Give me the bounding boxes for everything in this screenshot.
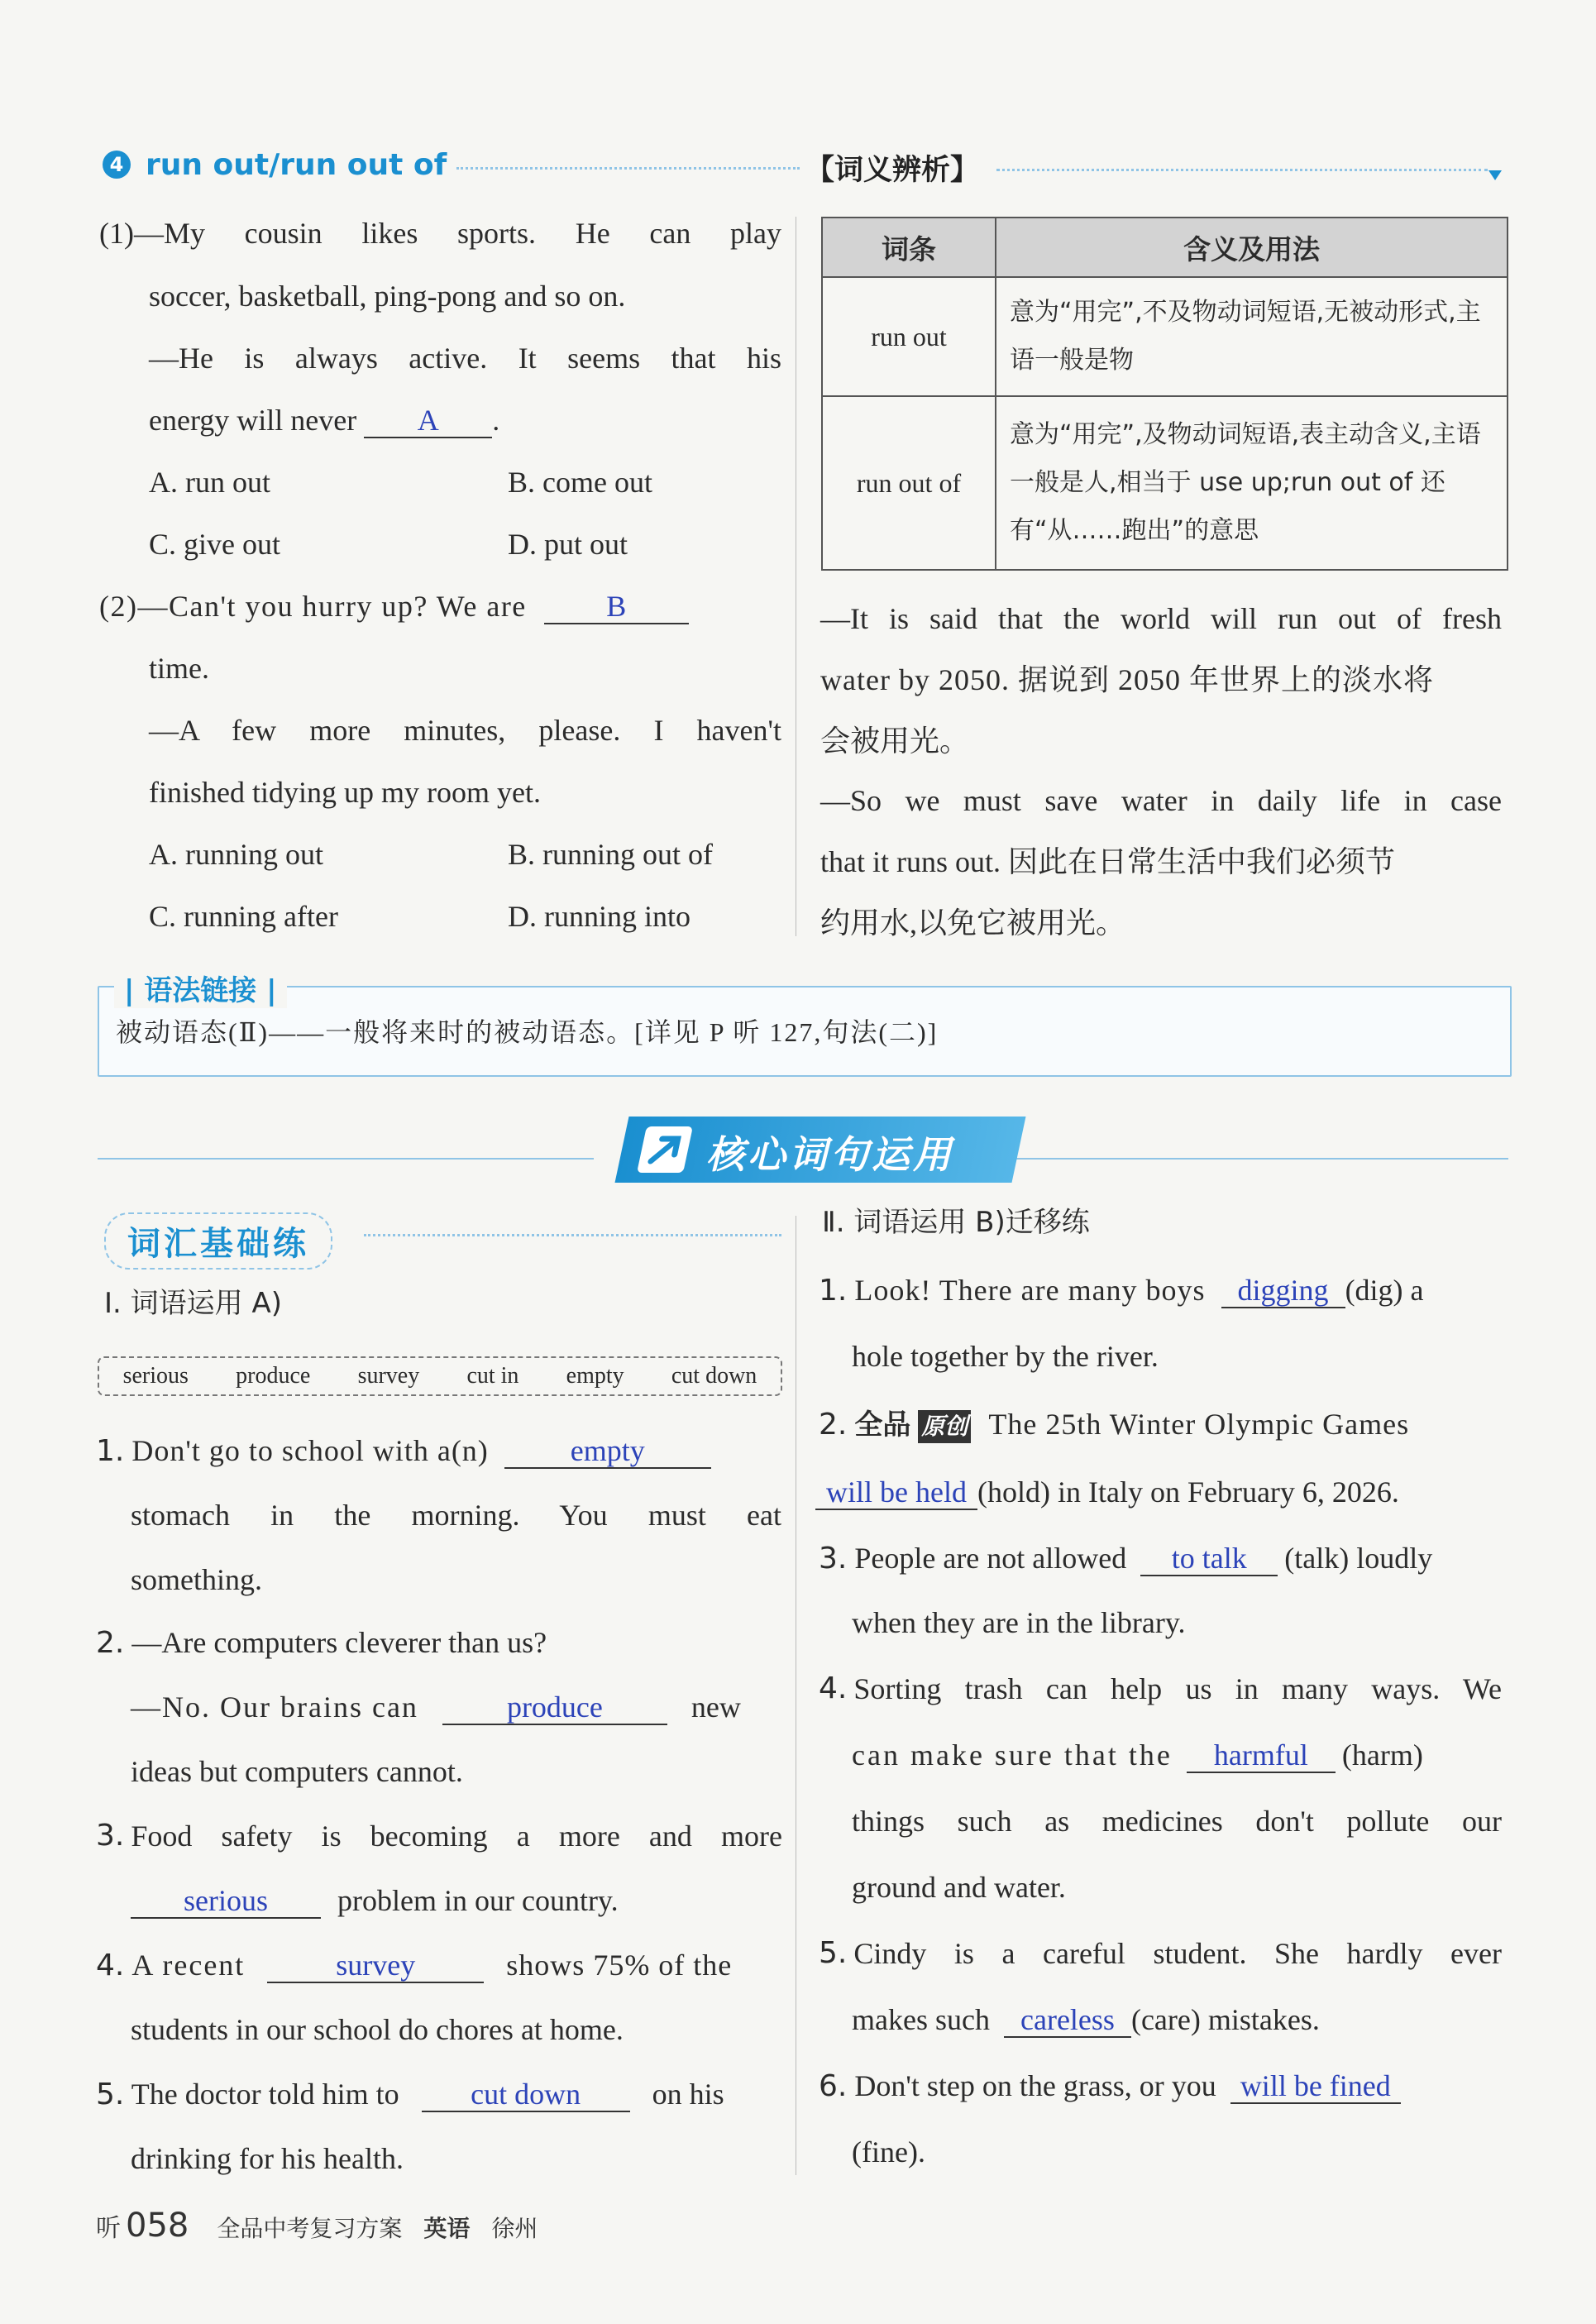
word: empty xyxy=(566,1363,624,1389)
example-line: that it runs out. 因此在日常生活中我们必须节 xyxy=(820,845,1395,878)
word: cut down xyxy=(671,1363,757,1389)
p1-item3 xyxy=(96,1820,782,1853)
item-text: makes such xyxy=(852,2003,990,2036)
q1-line4 xyxy=(149,404,499,438)
example-line xyxy=(820,602,1502,635)
item-text: The doctor told him to xyxy=(131,2078,399,2111)
example-line: 约用水,以免它被用光。 xyxy=(820,906,1126,940)
p1-item5 xyxy=(96,2078,724,2112)
item-text: shows 75% of the xyxy=(506,1949,733,1982)
p1-item5-line2: drinking for his health. xyxy=(131,2142,404,2175)
item-number: 4. xyxy=(819,1671,848,1705)
region: 徐州 xyxy=(491,2215,538,2242)
option-c: C. give out xyxy=(149,528,280,561)
grammar-link-title: | 语法链接 | xyxy=(114,968,287,1008)
item-text: (care) mistakes. xyxy=(1130,2003,1320,2036)
example-line: 会被用光。 xyxy=(820,724,970,758)
p2-item5-line2 xyxy=(852,2003,1320,2038)
answer-blank: careless xyxy=(1004,2005,1131,2038)
dotted-divider xyxy=(996,169,1488,171)
option-d: D. running into xyxy=(508,900,690,933)
table-meaning: 意为“用完”,及物动词短语,表主动含义,主语一般是人,相当于 use up;run out of 还有“从……跑出”的意思 xyxy=(996,396,1508,570)
p2-item3-line2: when they are in the library. xyxy=(852,1606,1186,1639)
item-text: problem in our country. xyxy=(337,1884,619,1917)
example-line: water by 2050. 据说到 2050 年世界上的淡水将 xyxy=(820,663,1434,696)
item-number: 2. xyxy=(819,1408,848,1442)
word: survey xyxy=(357,1363,420,1389)
answer-blank: B xyxy=(544,591,689,624)
example-text: —So we must save water in daily life in case xyxy=(820,784,1502,817)
brand-mark: 全品 xyxy=(854,1408,911,1442)
item-text: Don't go to school with a(n) xyxy=(131,1434,489,1467)
original-tag: 原创 xyxy=(918,1410,971,1443)
p2-item4 xyxy=(819,1672,1502,1705)
example-line xyxy=(820,784,1502,817)
item-text: Food safety is becoming a more and more xyxy=(131,1820,782,1853)
item-number: 3. xyxy=(819,1542,848,1576)
q1-line2: soccer, basketball, ping-pong and so on. xyxy=(149,280,626,313)
table-term: run out of xyxy=(822,396,996,570)
p1-item4-line2: students in our school do chores at home. xyxy=(131,2013,624,2046)
item-number: 5. xyxy=(96,2078,125,2111)
q1-text: —He is always active. It seems that his xyxy=(149,342,781,375)
item-text: Cindy is a careful student. She hardly ever xyxy=(853,1937,1502,1970)
option-a: A. run out xyxy=(149,466,270,499)
word-box xyxy=(98,1356,782,1396)
vocab-title: 词汇基础练 xyxy=(104,1212,332,1270)
banner-rule xyxy=(98,1158,594,1160)
table-header-term: 词条 xyxy=(822,218,996,277)
q1-text: energy will never xyxy=(149,404,357,437)
footer xyxy=(96,2207,538,2248)
q1-text: (1)—My cousin likes sports. He can play xyxy=(99,217,781,250)
q2-text: (2)—Can't you hurry up? We are xyxy=(99,590,527,623)
table-header-meaning: 含义及用法 xyxy=(996,218,1508,277)
item-number: 1. xyxy=(819,1274,848,1308)
q1-line3 xyxy=(149,342,781,375)
q1-line1 xyxy=(99,217,781,250)
item-number: 3. xyxy=(96,1819,125,1853)
banner-rule xyxy=(1009,1158,1508,1160)
arrow-icon xyxy=(637,1126,693,1173)
item-text: stomach in the morning. You must eat xyxy=(131,1499,781,1532)
answer-blank: cut down xyxy=(422,2079,630,2112)
triangle-icon xyxy=(1488,170,1502,180)
q2-line4: finished tidying up my room yet. xyxy=(149,776,541,809)
p2-item6 xyxy=(819,2069,1401,2104)
item-text: —No. Our brains can xyxy=(131,1690,418,1724)
word: serious xyxy=(122,1363,189,1389)
item-text: A recent xyxy=(131,1949,246,1982)
example-text: —It is said that the world will run out of fresh xyxy=(820,602,1502,635)
item-number: 4. xyxy=(96,1949,125,1982)
page-number: 058 xyxy=(126,2207,189,2245)
item-text: (dig) a xyxy=(1345,1274,1424,1307)
item-number: 2. xyxy=(96,1626,125,1660)
item-text: on his xyxy=(652,2078,724,2111)
p2-item2-line2 xyxy=(815,1475,1399,1510)
grammar-title-text: 语法链接 xyxy=(144,974,257,1007)
item-text: Don't step on the grass, or you xyxy=(854,2069,1216,2102)
option-b: B. running out of xyxy=(508,838,713,871)
p2-item6-line2: (fine). xyxy=(852,2135,925,2169)
p2-item4-line3 xyxy=(852,1805,1502,1838)
p1-item3-line2 xyxy=(131,1884,619,1919)
answer-blank: A xyxy=(364,405,492,438)
section-banner-title: 核心词句运用 xyxy=(706,1132,954,1177)
p1-item1 xyxy=(96,1434,711,1469)
item-text: People are not allowed xyxy=(854,1542,1127,1575)
answer-blank: produce xyxy=(442,1692,667,1725)
answer-blank: will be held xyxy=(815,1477,977,1510)
q2-text: —A few more minutes, please. I haven't xyxy=(149,714,781,747)
subject: 英语 xyxy=(423,2215,471,2242)
table-term: run out xyxy=(822,277,996,396)
dotted-divider xyxy=(364,1234,781,1236)
answer-blank: serious xyxy=(131,1886,321,1919)
answer-blank: will be fined xyxy=(1230,2071,1401,2104)
option-c: C. running after xyxy=(149,900,338,933)
q2-line1 xyxy=(99,590,689,624)
item-text: The 25th Winter Olympic Games xyxy=(988,1408,1410,1441)
p1-item1-line2 xyxy=(131,1499,781,1532)
word: produce xyxy=(236,1363,311,1389)
answer-blank: survey xyxy=(267,1950,484,1983)
q2-line2: time. xyxy=(149,652,209,685)
item-number: 1. xyxy=(96,1434,125,1468)
option-a: A. running out xyxy=(149,838,323,871)
number-badge: 4 xyxy=(103,151,131,179)
part1-heading: Ⅰ. 词语运用 A) xyxy=(104,1287,282,1320)
p2-item4-line2 xyxy=(852,1738,1423,1773)
q1-text: . xyxy=(492,404,500,437)
item-number: 5. xyxy=(819,1936,848,1970)
item-text: things such as medicines don't pollute our xyxy=(852,1805,1502,1838)
p1-item2 xyxy=(96,1626,547,1660)
item-text: Sorting trash can help us in many ways. We xyxy=(853,1672,1502,1705)
item-text: (talk) loudly xyxy=(1284,1542,1433,1575)
book-title: 全品中考复习方案 xyxy=(217,2215,403,2242)
item-text: —Are computers cleverer than us? xyxy=(131,1626,547,1659)
grammar-link-text: 被动语态(Ⅱ)——一般将来时的被动语态。[详见 P 听 127,句法(二)] xyxy=(116,1017,939,1047)
p1-item4 xyxy=(96,1949,732,1983)
answer-blank: harmful xyxy=(1187,1740,1336,1773)
p1-item2-line2 xyxy=(131,1690,741,1725)
p1-item1-line3: something. xyxy=(131,1563,262,1596)
table-meaning: 意为“用完”,不及物动词短语,无被动形式,主语一般是物 xyxy=(996,277,1508,396)
answer-blank: digging xyxy=(1221,1275,1345,1308)
part2-heading: Ⅱ. 词语运用 B)迁移练 xyxy=(822,1206,1090,1239)
option-b: B. come out xyxy=(508,466,652,499)
p2-item3 xyxy=(819,1542,1432,1576)
option-d: D. put out xyxy=(508,528,628,561)
p2-item1-line2: hole together by the river. xyxy=(852,1340,1159,1373)
footer-prefix: 听 xyxy=(96,2214,121,2243)
p1-item2-line3: ideas but computers cannot. xyxy=(131,1755,463,1788)
q2-line3 xyxy=(149,714,781,747)
p2-item1 xyxy=(819,1274,1424,1308)
section-header-left xyxy=(103,147,447,182)
meaning-table xyxy=(821,217,1508,571)
answer-blank: to talk xyxy=(1140,1543,1278,1576)
p2-item5 xyxy=(819,1937,1502,1970)
word: cut in xyxy=(466,1363,519,1389)
item-text: (harm) xyxy=(1341,1738,1423,1772)
item-number: 6. xyxy=(819,2069,848,2103)
answer-blank: empty xyxy=(504,1436,711,1469)
item-text: Look! There are many boys xyxy=(854,1274,1206,1307)
section-header-right: 【词义辨析】 xyxy=(805,154,980,187)
p2-item2 xyxy=(819,1408,1409,1443)
item-text: (hold) in Italy on February 6, 2026. xyxy=(977,1475,1399,1509)
phrase-title: run out/run out of xyxy=(146,147,447,182)
item-text: can make sure that the xyxy=(852,1738,1173,1772)
item-text: new xyxy=(690,1690,741,1724)
dotted-divider xyxy=(456,167,800,170)
p2-item4-line4: ground and water. xyxy=(852,1871,1066,1904)
